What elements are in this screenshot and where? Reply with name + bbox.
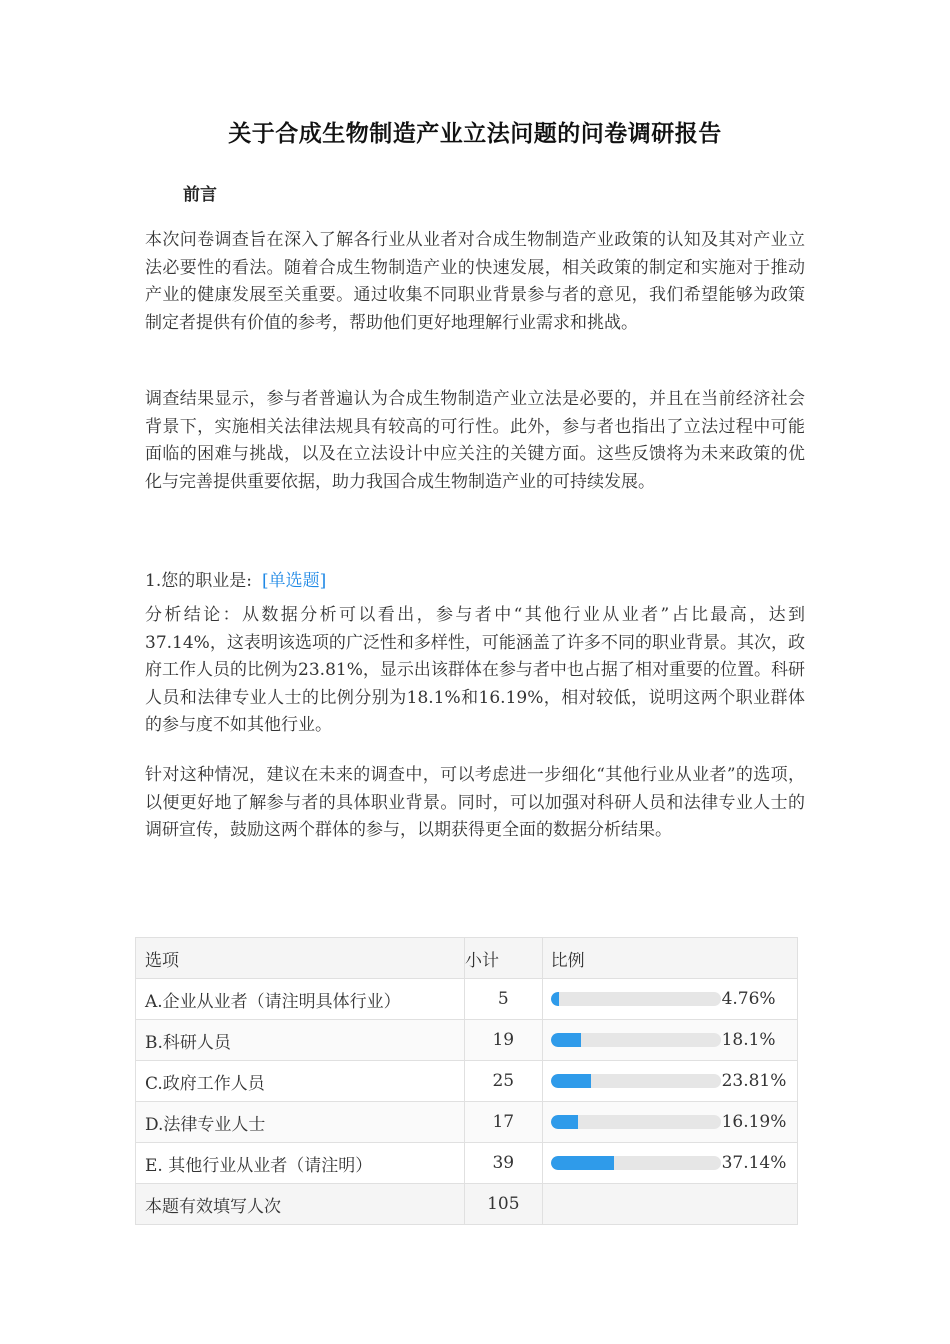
table-footer-row <box>136 1184 798 1225</box>
row-count: 5 <box>465 979 543 1020</box>
question-text: 1.您的职业是: <box>145 571 252 591</box>
analysis-paragraph: 分析结论：从数据分析可以看出，参与者中“其他行业从业者”占比最高，达到37.14%，这表明该选项的广泛性和多样性，可能涵盖了许多不同的职业背景。其次，政府工作人员的比例为23.81%，显示出该群体在参与者中也占据了相对重要的位置。科研人员和法律专业人士的比例分别为18.1%和16.19%，相对较低，说明这两个职业群体的参与度不如其他行业。 <box>145 605 805 735</box>
row-ratio: 18.1% <box>721 1030 776 1050</box>
table-row <box>136 979 798 1020</box>
row-ratio: 37.14% <box>721 1153 787 1173</box>
intro-paragraph-1: 本次问卷调查旨在深入了解各行业从业者对合成生物制造产业政策的认知及其对产业立法必要性的看法。随着合成生物制造产业的快速发展，相关政策的制定和实施对于推动产业的健康发展至关重要。通过收集不同职业背景参与者的意见，我们希望能够为政策制定者提供有价值的参考，帮助他们更好地理解行业需求和挑战。 <box>145 230 805 333</box>
table-row <box>136 1143 798 1184</box>
intro-paragraph-2: 调查结果显示，参与者普遍认为合成生物制造产业立法是必要的，并且在当前经济社会背景下，实施相关法律法规具有较高的可行性。此外，参与者也指出了立法过程中可能面临的困难与挑战，以及在立法设计中应关注的关键方面。这些反馈将为未来政策的优化与完善提供重要依据，助力我国合成生物制造产业的可持续发展。 <box>145 389 805 492</box>
ratio-bar <box>551 1115 721 1129</box>
table-row <box>136 1061 798 1102</box>
row-option: E. 其他行业从业者（请注明） <box>136 1143 465 1184</box>
row-ratio: 16.19% <box>721 1112 787 1132</box>
header-ratio: 比例 <box>542 938 797 979</box>
table-row <box>136 1020 798 1061</box>
footer-label: 本题有效填写人次 <box>136 1184 465 1225</box>
ratio-bar-fill <box>551 992 559 1006</box>
row-ratio: 23.81% <box>721 1071 787 1091</box>
row-count: 19 <box>465 1020 543 1061</box>
ratio-bar-fill <box>551 1074 591 1088</box>
ratio-bar <box>551 1033 721 1047</box>
footer-count: 105 <box>465 1184 543 1225</box>
row-count: 17 <box>465 1102 543 1143</box>
table-row <box>136 1102 798 1143</box>
question-title <box>145 566 326 591</box>
ratio-bar <box>551 1074 721 1088</box>
row-option: D.法律专业人士 <box>136 1102 465 1143</box>
ratio-bar <box>551 1156 721 1170</box>
header-option: 选项 <box>136 938 465 979</box>
page-title: 关于合成生物制造产业立法问题的问卷调研报告 <box>228 120 722 147</box>
suggestion-paragraph: 针对这种情况，建议在未来的调查中，可以考虑进一步细化“其他行业从业者”的选项，以便更好地了解参与者的具体职业背景。同时，可以加强对科研人员和法律专业人士的调研宣传，鼓励这两个群体的参与，以期获得更全面的数据分析结果。 <box>145 765 805 840</box>
ratio-bar <box>551 992 721 1006</box>
preface-heading: 前言 <box>183 185 217 205</box>
row-count: 25 <box>465 1061 543 1102</box>
ratio-bar-fill <box>551 1033 582 1047</box>
row-ratio: 4.76% <box>721 989 776 1009</box>
row-count: 39 <box>465 1143 543 1184</box>
footer-empty <box>542 1184 797 1225</box>
row-option: A.企业从业者（请注明具体行业） <box>136 979 465 1020</box>
row-option: C.政府工作人员 <box>136 1061 465 1102</box>
results-table <box>135 937 798 1225</box>
ratio-bar-fill <box>551 1115 579 1129</box>
header-count: 小计 <box>465 938 543 979</box>
row-option: B.科研人员 <box>136 1020 465 1061</box>
question-type-link[interactable]: [单选题] <box>261 571 327 591</box>
table-header-row <box>136 938 798 979</box>
ratio-bar-fill <box>551 1156 614 1170</box>
